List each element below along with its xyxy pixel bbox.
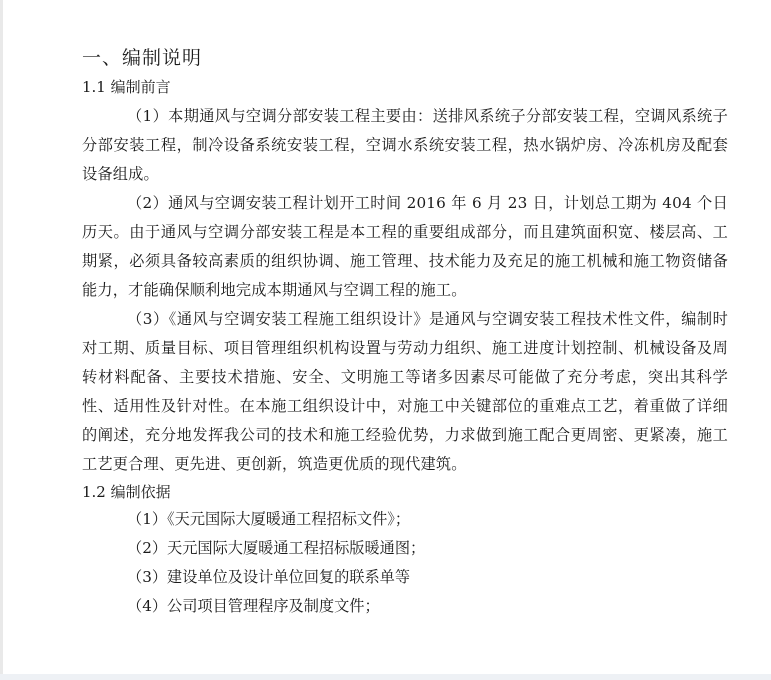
list-item: （3）建设单位及设计单位回复的联系单等	[127, 568, 411, 586]
list-item: （1）《天元国际大厦暖通工程招标文件》；	[127, 510, 411, 528]
page-left-border	[0, 0, 3, 680]
section-title-preface: 1.1 编制前言	[82, 78, 171, 96]
document-body	[82, 44, 728, 621]
paragraph-2: （2）通风与空调安装工程计划开工时间 2016 年 6 月 23 日，计划总工期为 404 个日历天。由于通风与空调分部安装工程是本工程的重要组成部分，而且建筑面积宽、楼层高、工期紧，必须具备较高素质的组织协调、施工管理、技术能力及充足的施工机械和施工物资储备能力，才能确保顺利地完成本期通风与空调工程的施工。	[82, 194, 728, 299]
list-item: （4）公司项目管理程序及制度文件；	[127, 597, 380, 615]
paragraph-3: （3）《通风与空调安装工程施工组织设计》是通风与空调安装工程技术性文件，编制时对工期、质量目标、项目管理组织机构设置与劳动力组织、施工进度计划控制、机械设备及周转材料配备、主要技术措施、安全、文明施工等诸多因素尽可能做了充分考虑，突出其科学性、适用性及针对性。在本施工组织设计中，对施工中关键部位的重难点工艺，着重做了详细的阐述，充分地发挥我公司的技术和施工经验优势，力求做到施工配合更周密、更紧凑，施工工艺更合理、更先进、更创新，筑造更优质的现代建筑。	[82, 310, 728, 473]
page-bottom-edge	[0, 674, 771, 680]
basis-list	[82, 505, 728, 621]
paragraph-1: （1）本期通风与空调分部安装工程主要由：送排风系统子分部安装工程，空调风系统子分部安装工程，制冷设备系统安装工程，空调水系统安装工程，热水锅炉房、冷冻机房及配套设备组成。	[82, 107, 728, 183]
list-item: （2）天元国际大厦暖通工程招标版暖通图；	[127, 539, 426, 557]
chapter-heading: 一、编制说明	[82, 47, 203, 69]
section-title-basis: 1.2 编制依据	[82, 483, 171, 501]
